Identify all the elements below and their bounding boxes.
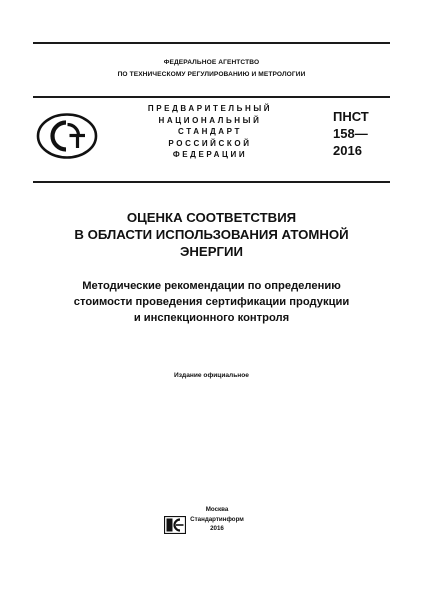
standard-type — [140, 103, 280, 161]
standard-type-line-4: РОССИЙСКОЙ — [168, 138, 252, 148]
standard-number-line-3: 2016 — [333, 143, 362, 158]
subtitle-line-2: стоимости проведения сертификации продукции — [73, 296, 350, 308]
publisher-name: Стандартинформ — [190, 515, 244, 523]
standard-number-line-2: 158— — [333, 126, 368, 141]
top-divider — [33, 42, 390, 44]
agency-line-1: ФЕДЕРАЛЬНОЕ АГЕНТСТВО — [163, 59, 260, 66]
agency-header — [33, 57, 390, 81]
title-line-3: ЭНЕРГИИ — [180, 244, 243, 259]
standard-number-line-1: ПНСТ — [333, 109, 369, 124]
edition-label: Издание официальное — [174, 372, 249, 379]
standard-number — [333, 108, 369, 159]
agency-line-2: ПО ТЕХНИЧЕСКОМУ РЕГУЛИРОВАНИЮ И МЕТРОЛОГИИ — [117, 71, 306, 78]
document-subtitle — [33, 278, 390, 326]
publisher-city: Москва — [205, 506, 229, 513]
publisher-info — [190, 505, 244, 534]
bottom-divider — [33, 181, 390, 183]
standard-type-line-5: ФЕДЕРАЦИИ — [172, 150, 248, 159]
title-line-2: В ОБЛАСТИ ИСПОЛЬЗОВАНИЯ АТОМНОЙ — [74, 227, 349, 242]
subtitle-line-3: и инспекционного контроля — [133, 312, 290, 324]
standard-type-line-3: СТАНДАРТ — [178, 127, 242, 136]
publisher-year: 2016 — [210, 525, 224, 532]
subtitle-line-1: Методические рекомендации по определению — [82, 280, 341, 292]
publisher-logo-icon — [164, 516, 186, 534]
document-title — [33, 209, 390, 260]
standard-type-line-1: ПРЕДВАРИТЕЛЬНЫЙ — [147, 104, 273, 113]
middle-divider — [33, 96, 390, 98]
standard-type-line-2: НАЦИОНАЛЬНЫЙ — [158, 115, 262, 125]
gost-emblem-icon — [36, 112, 98, 160]
title-line-1: ОЦЕНКА СООТВЕТСТВИЯ — [126, 210, 297, 225]
